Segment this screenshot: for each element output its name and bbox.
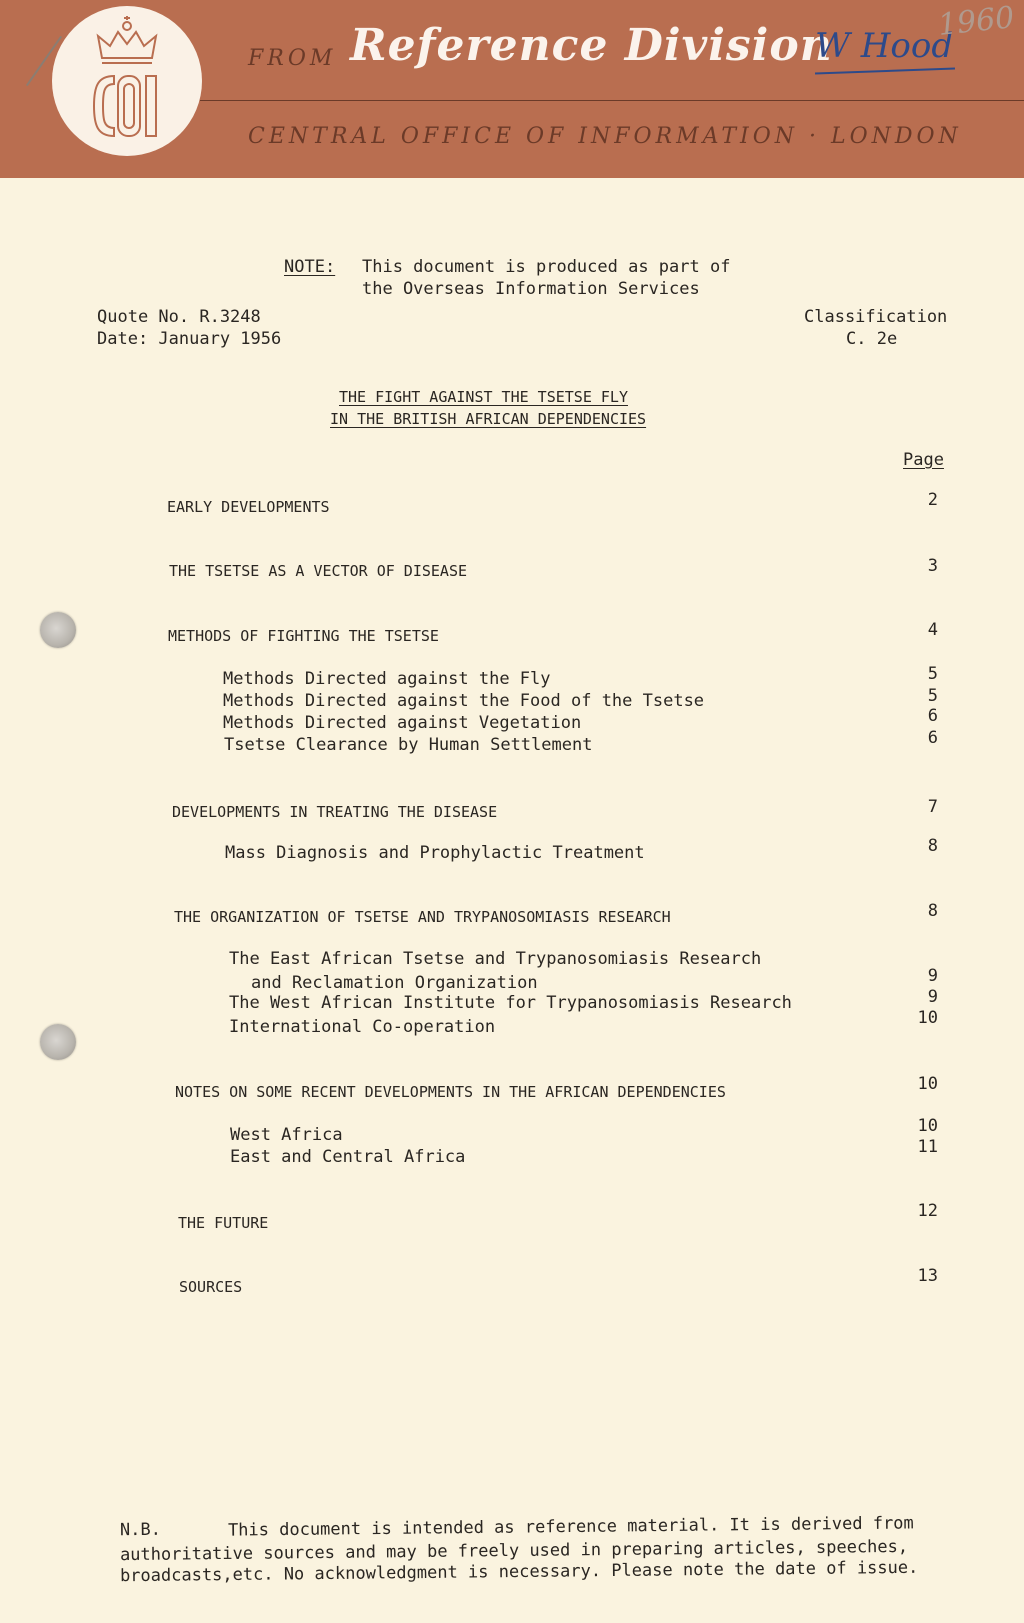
- toc-section-title: SOURCES: [179, 1278, 243, 1296]
- document-title-line-2: IN THE BRITISH AFRICAN DEPENDENCIES: [330, 410, 647, 428]
- toc-subsection-title: International Co-operation: [229, 1017, 496, 1037]
- toc-page-number: 10: [917, 1074, 938, 1094]
- toc-page-number: 8: [927, 836, 938, 856]
- toc-section-title: THE TSETSE AS A VECTOR OF DISEASE: [169, 562, 468, 580]
- toc-subsection-title: Methods Directed against the Fly: [223, 669, 551, 689]
- crown-icon: [52, 6, 202, 156]
- toc-page-number: 8: [927, 901, 938, 921]
- toc-section-title: THE FUTURE: [178, 1214, 269, 1232]
- toc-page-header: Page: [903, 450, 944, 470]
- footer-line-3: broadcasts,etc. No acknowledgment is necessary. Please note the date of issue.: [119, 1557, 919, 1587]
- toc-page-number: 11: [917, 1137, 938, 1157]
- note-line-1: This document is produced as part of: [362, 257, 731, 277]
- toc-page-number: 9: [927, 987, 938, 1007]
- classification-value: C. 2e: [846, 329, 898, 349]
- toc-page-number: 12: [917, 1201, 938, 1221]
- toc-section-title: NOTES ON SOME RECENT DEVELOPMENTS IN THE AFRICAN DEPENDENCIES: [175, 1083, 726, 1101]
- toc-subsection-title: Methods Directed against Vegetation: [223, 713, 582, 733]
- toc-subsection-title: The West African Institute for Trypanosomiasis Research: [229, 993, 792, 1013]
- toc-page-number: 6: [927, 706, 938, 726]
- note-label: NOTE:: [284, 257, 336, 277]
- toc-section-title: METHODS OF FIGHTING THE TSETSE: [168, 627, 439, 645]
- coi-logo: [52, 6, 202, 156]
- toc-subsection-title: and Reclamation Organization: [251, 973, 538, 993]
- toc-page-number: 9: [927, 966, 938, 986]
- toc-section-title: EARLY DEVELOPMENTS: [167, 498, 330, 516]
- issue-date: Date: January 1956: [97, 329, 282, 349]
- toc-page-number: 13: [917, 1266, 938, 1286]
- footer-label: N.B.: [119, 1519, 162, 1541]
- footer-line-2: authoritative sources and may be freely used in preparing articles, speeches,: [119, 1536, 909, 1566]
- footer-line-1: This document is intended as reference material. It is derived from: [227, 1513, 914, 1541]
- toc-page-number: 10: [917, 1116, 938, 1136]
- quote-number: Quote No. R.3248: [97, 307, 261, 327]
- toc-section-title: THE ORGANIZATION OF TSETSE AND TRYPANOSOMIASIS RESEARCH: [174, 908, 671, 926]
- division-title: Reference Division: [350, 20, 833, 71]
- document-title-line-1: THE FIGHT AGAINST THE TSETSE FLY: [339, 388, 628, 406]
- punch-hole: [40, 1024, 76, 1060]
- toc-subsection-title: Methods Directed against the Food of the Tsetse: [223, 691, 705, 711]
- from-label: FROM: [248, 46, 337, 71]
- handwritten-name: W Hood: [815, 26, 954, 66]
- toc-page-number: 2: [927, 490, 938, 510]
- toc-page-number: 5: [927, 686, 938, 706]
- toc-page-number: 10: [917, 1008, 938, 1028]
- note-line-2: the Overseas Information Services: [362, 279, 700, 299]
- toc-subsection-title: East and Central Africa: [230, 1147, 466, 1167]
- toc-page-number: 5: [927, 664, 938, 684]
- toc-page-number: 4: [927, 620, 938, 640]
- toc-page-number: 7: [927, 797, 938, 817]
- toc-subsection-title: Mass Diagnosis and Prophylactic Treatment: [225, 843, 645, 863]
- toc-subsection-title: Tsetse Clearance by Human Settlement: [224, 735, 593, 755]
- organization-line: CENTRAL OFFICE OF INFORMATION · LONDON: [248, 124, 962, 149]
- toc-subsection-title: The East African Tsetse and Trypanosomiasis Research: [229, 949, 762, 969]
- classification-label: Classification: [804, 307, 948, 327]
- punch-hole: [40, 612, 76, 648]
- toc-page-number: 3: [927, 556, 938, 576]
- toc-subsection-title: West Africa: [230, 1125, 343, 1145]
- toc-page-number: 6: [927, 728, 938, 748]
- header-rule: [200, 100, 1024, 101]
- pencil-number: 1960: [936, 0, 1016, 43]
- toc-section-title: DEVELOPMENTS IN TREATING THE DISEASE: [172, 803, 498, 821]
